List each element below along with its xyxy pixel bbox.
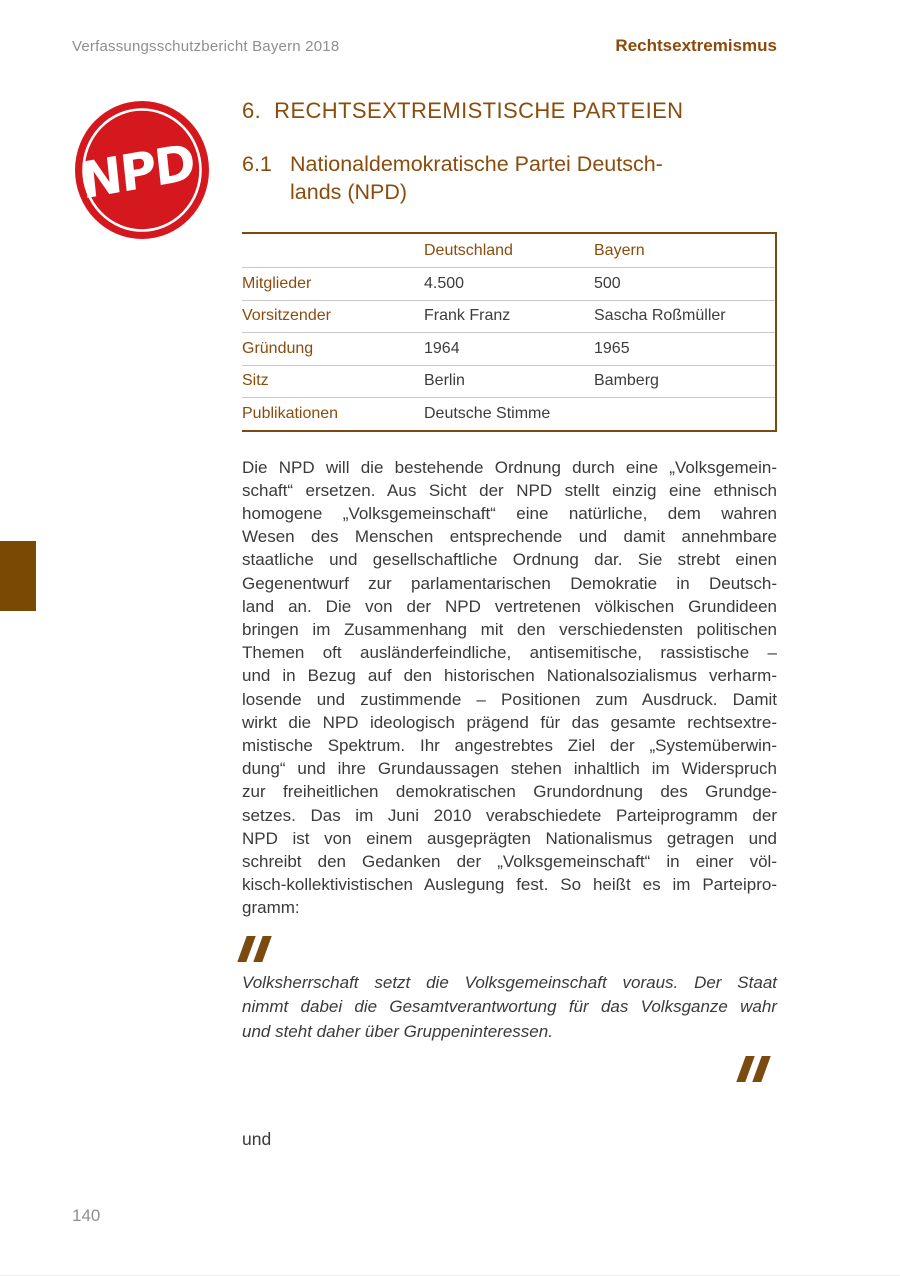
paragraph-line: wirkt die NPD ideologisch prägend für das gesamte rechtsextre- <box>242 712 777 732</box>
table-row <box>242 333 775 366</box>
quote-text <box>242 971 777 1045</box>
body-paragraph <box>242 456 777 920</box>
table-header-bayern: Bayern <box>594 241 645 259</box>
section-number: 6. <box>242 98 262 123</box>
paragraph-line: und in Bezug auf den historischen Nationalsozialismus verharm- <box>242 666 777 686</box>
npd-logo-text: NPD <box>78 133 197 211</box>
row-value-bayern: Sascha Roßmüller <box>594 307 726 325</box>
paragraph-line: setzes. Das im Juni 2010 verabschiedete Parteiprogramm der <box>242 805 777 825</box>
paragraph-line: mistische Spektrum. Ihr angestrebtes Ziel der „Systemüberwin- <box>242 735 777 755</box>
paragraph-line: homogene „Volksgemeinschaft“ eine natürliche, dem wahren <box>242 503 777 523</box>
paragraph-line: land an. Die von der NPD vertretenen völkischen Grundideen <box>242 596 777 616</box>
subsection-number: 6.1 <box>242 152 272 176</box>
row-value-bayern: 1965 <box>594 339 630 357</box>
paragraph-line: Themen oft ausländerfeindliche, antisemitische, rassistische – <box>242 643 777 663</box>
section-heading <box>242 98 777 124</box>
running-title: Verfassungsschutzbericht Bayern 2018 <box>72 38 340 55</box>
row-value-deutschland: Deutsche Stimme <box>424 404 551 422</box>
table-header-row <box>242 234 775 268</box>
row-value-deutschland: Berlin <box>424 372 465 390</box>
open-quote-icon <box>242 936 777 962</box>
row-value-bayern: Bamberg <box>594 372 659 390</box>
npd-logo-graphic <box>74 100 210 240</box>
info-table-body <box>242 268 775 430</box>
paragraph-line: Wesen des Menschen entsprechende und damit annehmbare <box>242 527 777 547</box>
npd-info-table <box>242 232 777 432</box>
quote-line: nimmt dabei die Gesamtverantwortung für das Volksganze wahr <box>242 997 777 1017</box>
main-column <box>242 98 777 1150</box>
row-label: Gründung <box>242 339 314 357</box>
chapter-title: Rechtsextremismus <box>615 36 777 55</box>
paragraph-line: schaft“ ersetzen. Aus Sicht der NPD stellt einzig eine ethnisch <box>242 480 777 500</box>
paragraph-line: bringen im Zusammenhang mit den verschiedensten politischen <box>242 619 777 639</box>
paragraph-line: zur freiheitlichen demokratischen Grundordnung des Grundge- <box>242 782 777 802</box>
paragraph-line: Die NPD will die bestehende Ordnung durch eine „Volksgemein- <box>242 457 777 477</box>
subsection-title: Nationaldemokratische Partei Deutsch- lands (NPD) <box>290 152 663 204</box>
table-row <box>242 301 775 334</box>
row-value-bayern: 500 <box>594 274 621 292</box>
chapter-margin-marker <box>0 541 36 611</box>
quote-line: Volksherrschaft setzt die Volksgemeinschaft voraus. Der Staat <box>242 972 777 992</box>
row-label: Sitz <box>242 372 269 390</box>
subsection-heading <box>242 150 777 206</box>
npd-logo <box>74 100 210 240</box>
table-row <box>242 398 775 430</box>
paragraph-line: Gegenentwurf zur parlamentarischen Demokratie in Deutsch- <box>242 573 777 593</box>
paragraph-line: staatliche und gesellschaftliche Ordnung dar. Sie strebt einen <box>242 550 777 570</box>
connector-word: und <box>242 1129 272 1150</box>
row-label: Mitglieder <box>242 274 312 292</box>
paragraph-line: losende und zustimmende – Positionen zum Ausdruck. Damit <box>242 689 777 709</box>
paragraph-line: dung“ und ihre Grundaussagen stehen inhaltlich im Widerspruch <box>242 759 777 779</box>
quote-block <box>242 936 777 1045</box>
table-header-deutschland: Deutschland <box>424 241 513 259</box>
row-label: Publikationen <box>242 404 339 422</box>
section-title: RECHTSEXTREMISTISCHE PARTEIEN <box>274 98 684 123</box>
table-row <box>242 366 775 399</box>
row-value-deutschland: Frank Franz <box>424 307 511 325</box>
paragraph-line: schreibt den Gedanken der „Volksgemeinschaft“ in einer völ- <box>242 851 777 871</box>
row-value-deutschland: 4.500 <box>424 274 465 292</box>
table-row <box>242 268 775 301</box>
close-quote-icon <box>741 1056 773 1082</box>
quote-line: und steht daher über Gruppeninteressen. <box>242 1021 553 1041</box>
page-number: 140 <box>72 1206 101 1225</box>
paragraph-line: kisch-kollektivistischen Auslegung fest. So heißt es im Parteipro- <box>242 875 777 895</box>
paragraph-line: gramm: <box>242 898 300 918</box>
row-value-deutschland: 1964 <box>424 339 460 357</box>
paragraph-line: NPD ist von einem ausgeprägten Nationalismus getragen und <box>242 828 777 848</box>
row-label: Vorsitzender <box>242 307 331 325</box>
